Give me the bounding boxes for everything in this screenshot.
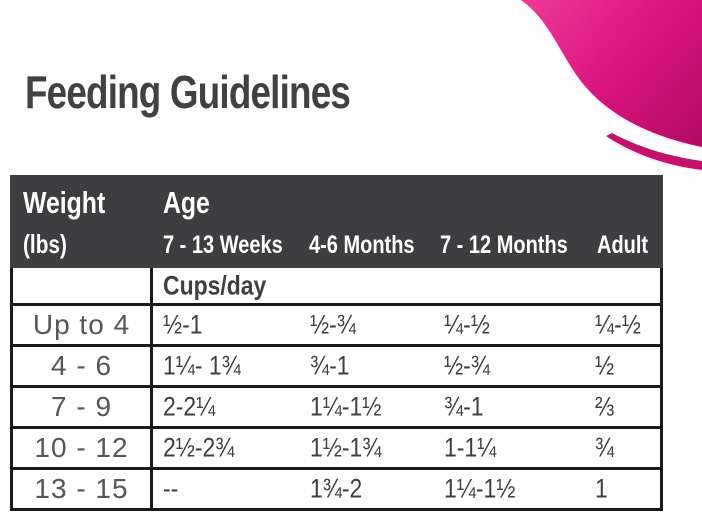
- col-header-7-13-weeks: 7 - 13 Weeks: [163, 231, 283, 259]
- table-row: [13, 303, 660, 344]
- weight-cell: 7 - 9: [13, 388, 153, 426]
- weight-cell: 10 - 12: [13, 429, 153, 467]
- value-cell: ½-1: [163, 309, 203, 340]
- weight-cell: Up to 4: [13, 306, 153, 344]
- col-header-adult: Adult: [597, 231, 649, 259]
- value-cell: 2-2¼: [163, 391, 216, 422]
- value-cell: ¾: [595, 432, 615, 463]
- values-cell: [153, 306, 660, 344]
- value-cell: 1: [595, 473, 608, 504]
- units-label: Cups/day: [163, 270, 267, 300]
- value-cell: 1¼-1½: [310, 391, 382, 422]
- value-cell: ½-¾: [444, 350, 490, 381]
- units-row: [13, 268, 660, 303]
- feeding-guidelines-table: [10, 175, 663, 511]
- value-cell: 1¾-2: [310, 473, 363, 504]
- col-header-age: Age: [163, 185, 210, 220]
- value-cell: 1½-1¾: [310, 432, 382, 463]
- swoosh-main-shape: [521, 0, 702, 147]
- value-cell: ¾-1: [310, 350, 350, 381]
- values-cell: [153, 347, 660, 385]
- value-cell: 1¼-1½: [444, 473, 516, 504]
- table-row: [13, 385, 660, 426]
- value-cell: ½: [595, 350, 615, 381]
- weight-cell: 13 - 15: [13, 470, 153, 508]
- value-cell: ½-¾: [310, 309, 356, 340]
- table-row: [13, 467, 660, 508]
- values-cell: [153, 388, 660, 426]
- value-cell: ⅔: [595, 391, 615, 422]
- col-header-4-6-months: 4-6 Months: [309, 231, 415, 259]
- table-row: [13, 344, 660, 385]
- page-title: Feeding Guidelines: [25, 66, 351, 118]
- value-cell: --: [163, 473, 179, 504]
- value-cell: 2½-2¾: [163, 432, 235, 463]
- value-cell: ¼-½: [444, 309, 490, 340]
- table-row: [13, 426, 660, 467]
- col-header-weight-unit: (lbs): [23, 229, 67, 259]
- value-cell: ¾-1: [444, 391, 484, 422]
- value-cell: ¼-½: [595, 309, 641, 340]
- units-cell: [153, 268, 660, 303]
- col-header-7-12-months: 7 - 12 Months: [440, 231, 568, 259]
- table-header: [10, 175, 663, 268]
- values-cell: [153, 429, 660, 467]
- col-header-weight: Weight: [23, 185, 106, 220]
- weight-cell-empty: [13, 268, 153, 303]
- value-cell: 1¼- 1¾: [163, 350, 241, 381]
- table-body: [10, 268, 663, 511]
- weight-cell: 4 - 6: [13, 347, 153, 385]
- value-cell: 1-1¼: [444, 432, 497, 463]
- values-cell: [153, 470, 660, 508]
